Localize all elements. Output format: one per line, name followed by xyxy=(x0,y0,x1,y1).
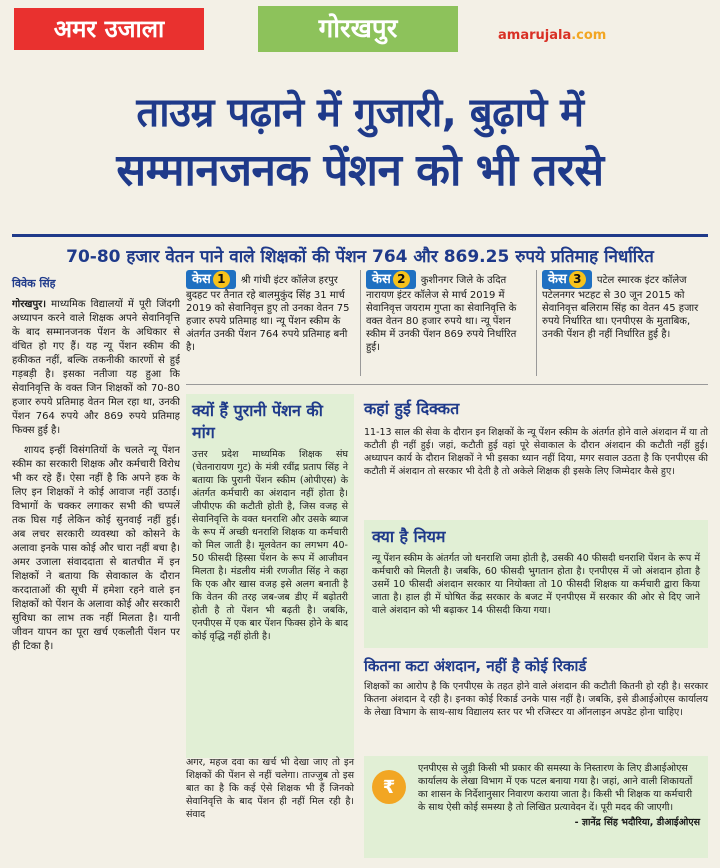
byline: विवेक सिंह xyxy=(12,277,56,290)
case-text: पटेल स्मारक इंटर कॉलेज पटेलनगर भटहट से 30 जून 2015 को सेवानिवृत्त बलिराम सिंह का वेतन 45 हजार रुपये निर्धारित था। एनपीएस के मुताबिक, उनकी पेंशन ही नहीं निर्धारित हुई है। xyxy=(542,275,699,340)
dateline: गोरखपुर। xyxy=(12,299,47,310)
lead-paragraph-1 xyxy=(12,298,180,438)
column-divider xyxy=(360,270,361,376)
case-number: 3 xyxy=(569,271,586,288)
article-continuation: अगर, महज दवा का खर्च भी देखा जाए तो इन शिक्षकों की पेंशन से नहीं चलेगा। ताज्जुब तो इस बात का है कि कई ऐसे शिक्षक भी हैं जिनको सेवानिवृत्ति के बाद पेंशन ही नहीं मिल रही है। संवाद xyxy=(186,757,354,820)
rules-box xyxy=(364,520,708,648)
case-text: श्री गांधी इंटर कॉलेज हरपुर बुदहट पर तैनात रहे बालमुकुंद सिंह 31 मार्च 2019 को सेवानिवृत्त हुए तो उनका वेतन 75 हजार रुपये प्रतिमाह था। न्यू पेंशन स्कीम के अंतर्गत उनकी पेंशन 764 रुपये प्रतिमाह बनी है। xyxy=(186,275,350,353)
lead-paragraph-2: शायद इन्हीं विसंगतियों के चलते न्यू पेंशन स्कीम का सरकारी शिक्षक और कर्मचारी विरोध भी कर रहे हैं। ऐसा नहीं है कि अपने हक के लिए इन शिक्षकों ने कोई आवाज नहीं उठाई। विभागों के चक्कर लगाकर सभी की चप्पलें तक घिस गईं लेकिन कोई सुनवाई नहीं हुई। अब लचर सरकारी व्यवस्था को कोसने के अलावा इनके पास कोई और चारा नहीं बचा है। अमर उजाला संवाददाता से बातचीत में इन शिक्षकों ने बताया कि सेवाकाल के दौरान करदाताओं की सूची में हमेशा रहने वाले इन शिक्षकों को पेंशन के अलावा कोई और सरकारी सुविधा का लाभ तक नहीं मिलता है। यानी जीवन यापन का पूरा खर्च एकलौती पेंशन पर ही टिका है। xyxy=(12,445,180,652)
why-old-pension-box xyxy=(186,394,354,758)
quote-text xyxy=(418,762,700,829)
website-link[interactable] xyxy=(498,28,606,43)
problem-text: 11-13 साल की सेवा के दौरान इन शिक्षकों के न्यू पेंशन स्कीम के अंतर्गत होने वाले अंशदान में या तो कटौती ही नहीं हुई। जहां, कटौती हुई वहां पूरे सेवाकाल के दौरान अंशदान की कटौती नहीं हुई। अध्यापन कार्य के दौरान शिक्षकों ने भी इसका ध्यान नहीं दिया, मगर सवाल उठता है कि एनपीएस की कटौती में अंशदान तो सरकार भी देती है तो अकेले शिक्षक ही इसके लिए जिम्मेदार कैसे हुए। xyxy=(364,427,708,477)
case-2 xyxy=(366,270,530,376)
headline-line-2: सम्मानजनक पेंशन को भी तरसे xyxy=(116,145,604,196)
official-quote-box xyxy=(364,756,708,858)
case-3 xyxy=(542,270,708,376)
headline-line-1: ताउम्र पढ़ाने में गुजारी, बुढ़ापे में xyxy=(136,90,584,136)
headline-rule xyxy=(12,234,708,237)
quote-body: एनपीएस से जुड़ी किसी भी प्रकार की समस्या के निस्तारण के लिए डीआईओएस कार्यालय के लेखा विभाग में एक पटल बनाया गया है। जहां, आने वाली शिकायतों का शासन के निर्देशानुसार निवारण कराया जाता है। किसी भी शिक्षक या कर्मचारी के साथ ऐसी कोई समस्या है तो लिखित प्रत्यावेदन दें। पूरी मदद की जाएगी। xyxy=(418,763,693,813)
lead-article xyxy=(12,298,180,858)
case-badge-label: केस xyxy=(372,272,391,287)
case-badge xyxy=(542,270,592,289)
website-tld: .com xyxy=(571,28,607,43)
newspaper-logo: अमर उजाला xyxy=(14,8,204,50)
lead-text: माध्यमिक विद्यालयों में पूरी जिंदगी अध्यापन करने वाले शिक्षक अपने सेवानिवृत्ति के बाद सम्मानजनक पेंशन के अधिकार से वंचित हो गए हैं। यह न्यू पेंशन स्कीम की हकीकत नहीं, बल्कि तकनीकी कारणों से हुई गड़बड़ी है। इसका नतीजा यह हुआ कि सेवानिवृत्ति के वक्त जिन शिक्षकों को 70-80 हजार रुपये प्रतिमाह वेतन मिल रहा था, उनकी पेंशन 764 रुपये और 869 रुपये प्रतिमाह फिक्स हुई है। xyxy=(12,299,180,436)
case-badge xyxy=(186,270,236,289)
subheadline: 70-80 हजार वेतन पाने वाले शिक्षकों की पेंशन 764 और 869.25 रुपये प्रतिमाह निर्धारित xyxy=(66,247,654,267)
why-title: क्यों हैं पुरानी पेंशन की मांग xyxy=(192,401,323,442)
contribution-text: शिक्षकों का आरोप है कि एनपीएस के तहत होने वाले अंशदान की कटौती कितनी हो रही है। सरकार कितना अंशदान दे रही है। इनका कोई रिकार्ड उनके पास नहीं है। जबकि, इसे डीआईओएस कार्यालय के लेखा विभाग के साथ-साथ विद्यालय स्तर पर भी रजिस्टर या ऑनलाइन अपडेट होना चाहिए। xyxy=(364,681,708,718)
rules-text: न्यू पेंशन स्कीम के अंतर्गत जो धनराशि जमा होती है, उसकी 40 फीसदी धनराशि पेंशन के रूप में कर्मचारी को मिलती है। जबकि, 60 फीसदी भुगतान होता है। एनपीएस में जो अंशदान होता है उसमें 10 फीसदी अंशदान सरकार या नियोक्ता तो 10 फीसदी शिक्षक या कर्मचारी द्वारा किया जाता है। हाल ही में घोषित केंद्र सरकार के बजट में एनपीएस में सरकार की ओर से दिए जाने वाले अंशदान को भी बढ़ाकर 14 फीसदी किया गया। xyxy=(372,553,700,616)
rupee-icon xyxy=(372,770,406,804)
quote-signature: - ज्ञानेंद्र सिंह भदौरिया, डीआईओएस xyxy=(574,817,700,828)
case-badge-label: केस xyxy=(192,272,211,287)
case-text: कुशीनगर जिले के उदित नारायण इंटर कॉलेज से मार्च 2019 में सेवानिवृत्त जयराम गुप्ता का सेवानिवृत्ति के वक्त वेतन 80 हजार रुपये था। न्यू पेंशन स्कीम में उनकी पेंशन 869 रुपये निर्धारित हुई। xyxy=(366,275,517,353)
case-number: 1 xyxy=(213,271,230,288)
case-badge-label: केस xyxy=(548,272,567,287)
section-divider xyxy=(186,384,708,385)
case-1 xyxy=(186,270,354,376)
why-text: उत्तर प्रदेश माध्यमिक शिक्षक संघ (चेतनारायण गुट) के मंत्री रवींद्र प्रताप सिंह ने बताया कि पुरानी पेंशन स्कीम (ओपीएस) के अंतर्गत कर्मचारी का अंशदान नहीं होता है। जीपीएफ की कटौती होती है, जिस वजह से सेवानिवृत्ति के वक्त धनराशि और उसके ब्याज के रूप में अच्छी धनराशि शिक्षक या कर्मचारी को मिल जाती है। मूलवेतन का लगभग 40-50 फीसदी हिस्सा पेंशन के रूप में आजीवन मिलता है। मंडलीय मंत्री रणजीत सिंह ने कहा कि एक और खास वजह इसे अलग बनाती है कि वेतन की तरह जब-जब डीए में बढ़ोतरी होती है तो पेंशन भी बढ़ती है। जबकि, एनपीएस में एक बार पेंशन फिक्स होने के बाद कोई वृद्धि नहीं होती है। xyxy=(192,449,348,642)
website-name: amarujala xyxy=(498,28,572,43)
column-divider xyxy=(536,270,537,376)
problem-title: कहां हुई दिक्कत xyxy=(364,399,460,418)
svg-text:₹: ₹ xyxy=(382,777,396,798)
case-number: 2 xyxy=(393,271,410,288)
case-badge xyxy=(366,270,416,289)
city-banner: गोरखपुर xyxy=(258,6,458,52)
contribution-section xyxy=(364,656,708,719)
masthead xyxy=(0,0,720,66)
problem-section xyxy=(364,398,708,478)
rules-title: क्या है नियम xyxy=(372,527,446,546)
headline xyxy=(8,84,712,200)
contribution-title: कितना कटा अंशदान, नहीं है कोई रिकार्ड xyxy=(364,657,587,675)
